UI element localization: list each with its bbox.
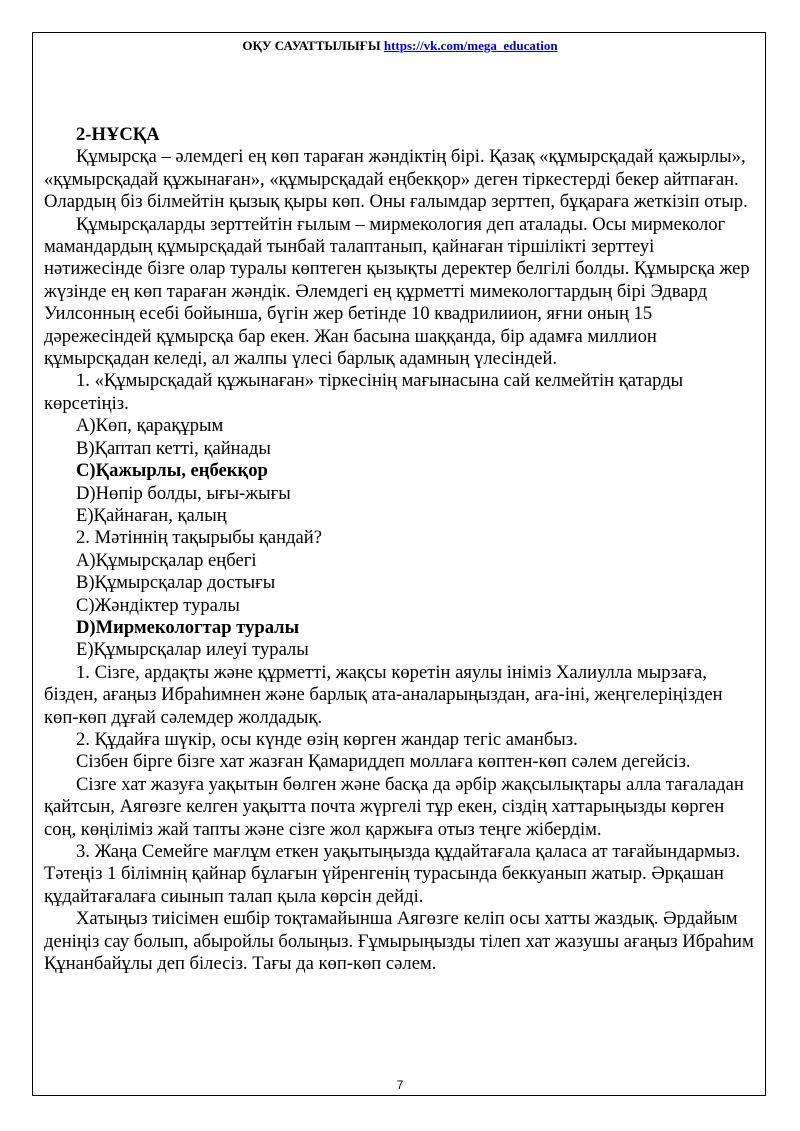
q2-option-e: Е)Құмырсқалар илеуі туралы — [76, 639, 309, 661]
letter-paragraph: 1. Сізге, ардақты және құрметті, жақсы көретін аяулы iнiмiз Халиулла мырзаға, бізден, ағаңыз Ибраһимнен және барлық ата-аналарыңыздан, аға-іні, жеңгелеріңізден көп-көп дұғай сәлемдер жолдадық. — [44, 661, 723, 728]
q1-option-a: А)Көп, қарақұрым — [76, 415, 224, 437]
letter-paragraph: Сізге хат жазуға уақытын бөлген және басқа да әрбір жақсылықтары алла тағаладан қайтсын, Аягөзге келген уақытта почта жүргелі тұр екен, сіздің хаттарыңызды көрген соң, көңіліміз жай тапты және сізге жол қаржыға отыз теңге жібердім. — [44, 773, 744, 840]
variant-title: 2-НҰСҚА — [76, 124, 160, 145]
letter-paragraph: Хатыңыз тиісімен ешбір тоқтамайынша Аягөзге келіп осы хатты жаздық. Әрдайым деніңіз сау болып, абыройлы болыңыз. Ғұмырыңызды тілеп хат жазушы ағаңыз Ибраһим Құнанбайұлы деп білесіз. Тағы да көп-көп сәлем. — [44, 908, 754, 975]
q1-option-d: D)Нөпір болды, ығы-жығы — [76, 482, 291, 504]
q1-option-b: В)Қаптап кетті, қайнады — [76, 437, 271, 459]
header-link[interactable]: https://vk.com/mega_education — [383, 38, 558, 53]
q2-option-d-answer: D)Мирмекологтар туралы — [76, 616, 300, 638]
paragraph-intro: Құмырсқа – әлемдегі ең көп тараған жәндіктің бірі. Қазақ «құмырсқадай қажырлы», «құмырсқадай құжынаған», «құмырсқадай еңбекқор» деген тіркестерді бекер айтпаған. Олардың біз білмейтін қызық қыры көп. Оны ғалымдар зерттеп, бұқараға жеткізіп отыр. — [44, 146, 748, 213]
page-header — [0, 38, 800, 54]
paragraph-myrmecology: Құмырсқаларды зерттейтін ғылым – мирмекология деп аталады. Осы мирмеколог мамандардың құмырсқадай тынбай талаптанып, қайнаған тіршілікті зерттеуі нәтижесінде бізге олар туралы көптеген қызықты деректер белгілі болды. Құмырсқа жер жүзінде ең көп тараған жәндік. Әлемдегі ең құрметті мимекологтардың бірі Эдвард Уилсонның есебі бойынша, бүгін жер бетінде 10 квадрилиион, яғни оның 15 дәрежесіндей құмырсқа бар екен. Жан басына шаққанда, бір адамға миллион құмырсқадан келеді, ал жалпы үлесі барлық адамның үлесіндей. — [44, 213, 750, 370]
letter-paragraph: Сізбен бірге бізге хат жазған Қамариддеп моллаға көптен-көп сәлем дегейсіз. — [76, 751, 691, 773]
q1-option-c-answer: С)Қажырлы, еңбекқор — [76, 460, 268, 482]
letter-paragraph: 2. Құдайға шүкір, осы күнде өзің көрген жандар тегіс аманбыз. — [76, 728, 578, 750]
q2-option-b: В)Құмырсқалар достығы — [76, 572, 276, 594]
q1-option-e: Е)Қайнаған, қалың — [76, 504, 227, 526]
q2-option-a: А)Құмырсқалар еңбегі — [76, 549, 257, 571]
header-label: ОҚУ САУАТТЫЛЫҒЫ — [242, 38, 381, 53]
question-1: 1. «Құмырсқадай құжынаған» тіркесінің мағынасына сай келмейтін қатарды көрсетіңіз. — [44, 370, 684, 414]
letter-paragraph: 3. Жаңа Семейге мағлұм еткен уақытыңызда құдайтағала қаласа ат тағайындармыз. Тәтеңіз 1 білімнің қайнар бұлағын үйренгенің турасында беккуанып жатыр. Әрқашан құдайтағалаға сиынып талап қыла көрсін дейді. — [44, 841, 741, 907]
question-2: 2. Мәтіннің тақырыбы қандай? — [76, 527, 323, 549]
page-number: 7 — [396, 1078, 404, 1092]
document-body — [44, 124, 756, 975]
q2-option-c: С)Жәндіктер туралы — [76, 594, 240, 616]
